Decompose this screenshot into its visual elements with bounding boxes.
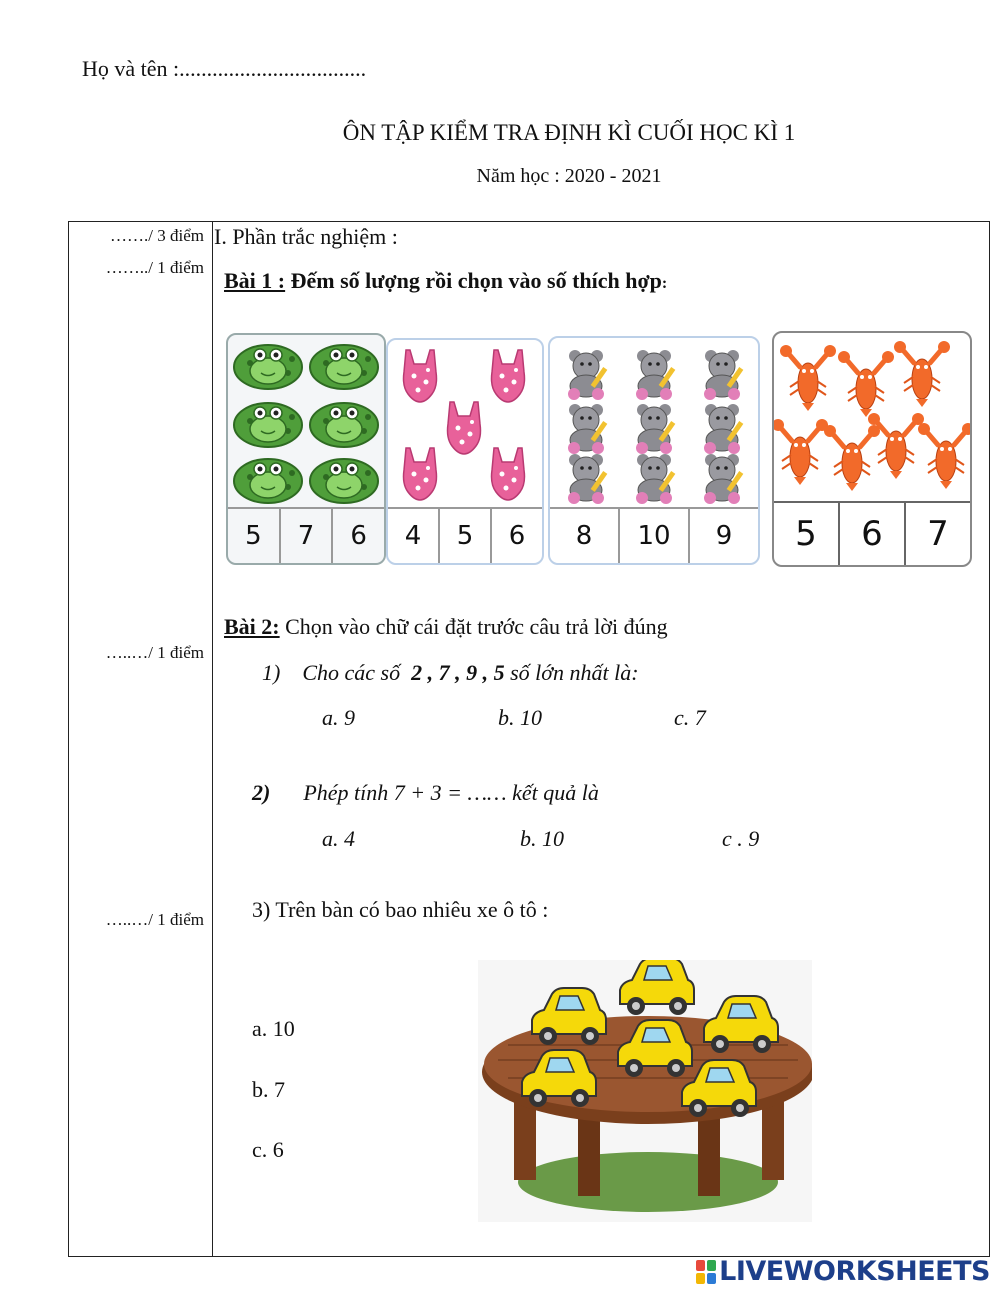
school-year: Năm học : 2020 - 2021: [476, 165, 662, 187]
q1-numbers: 2 , 7 , 9 , 5: [411, 660, 505, 685]
q3-option-c[interactable]: c. 6: [252, 1137, 284, 1162]
column-divider: [212, 221, 213, 1257]
frog-icon: [228, 335, 384, 507]
q1-text-end: số lớn nhất là:: [504, 660, 639, 685]
bai1-text: Đếm số lượng rồi chọn vào số thích hợp: [285, 268, 662, 293]
choice-option[interactable]: 7: [927, 514, 949, 554]
choice-option[interactable]: 5: [228, 509, 281, 563]
counting-card-bears: [548, 336, 760, 565]
q2-option-b[interactable]: b. 10: [520, 826, 564, 851]
bai2-instruction: [224, 614, 668, 640]
q1-number: 1): [262, 660, 281, 685]
choice-option[interactable]: 10: [620, 509, 690, 563]
bai1-colon: :: [661, 275, 668, 292]
choice-option[interactable]: 5: [774, 503, 840, 565]
teddy-bear-icon: [550, 338, 758, 508]
bai1-label: Bài 1 :: [224, 268, 286, 293]
choice-option[interactable]: 6: [840, 503, 906, 565]
q2-text: Phép tính 7 + 3 = …… kết quả là: [303, 780, 599, 805]
choice-row: [228, 507, 384, 563]
choice-option[interactable]: 6: [350, 521, 367, 551]
choice-option[interactable]: 9: [715, 521, 733, 551]
bai1-instruction: [224, 268, 667, 294]
worksheet-title: ÔN TẬP KIỂM TRA ĐỊNH KÌ CUỐI HỌC KÌ 1: [342, 120, 796, 145]
car-icon: [478, 960, 812, 1222]
score-q1: …..…/ 1 điểm: [105, 643, 204, 662]
lobster-icon: [774, 333, 970, 501]
counting-card-swimsuits: [386, 338, 544, 565]
choice-option[interactable]: 8: [550, 509, 620, 563]
counting-card-lobsters: [772, 331, 972, 567]
choice-row: [774, 501, 970, 565]
q3-option-b[interactable]: b. 7: [252, 1077, 285, 1102]
logo-mark-icon: [696, 1260, 716, 1284]
q3-option-a[interactable]: a. 10: [252, 1016, 295, 1041]
choice-row: [388, 507, 542, 563]
choice-option[interactable]: 5: [440, 509, 492, 563]
question-2: [252, 780, 599, 806]
bai2-label: Bài 2:: [224, 614, 280, 639]
q2-number: 2): [252, 780, 271, 805]
cars-on-table-image: [478, 960, 812, 1222]
section-title: I. Phần trắc nghiệm :: [214, 224, 398, 249]
q1-option-c[interactable]: c. 7: [674, 705, 706, 730]
q2-option-c[interactable]: c . 9: [722, 826, 760, 851]
q1-option-a[interactable]: a. 9: [322, 705, 355, 730]
score-section1: ……./ 3 điểm: [110, 226, 204, 245]
q1-option-b[interactable]: b. 10: [498, 705, 542, 730]
choice-row: [550, 507, 758, 563]
score-q3: …..…/ 1 điểm: [105, 910, 204, 929]
student-name-line[interactable]: Họ và tên :..................................: [82, 56, 367, 81]
q2-option-a[interactable]: a. 4: [322, 826, 355, 851]
choice-option[interactable]: 7: [281, 509, 334, 563]
q1-text: Cho các số: [302, 660, 406, 685]
liveworksheets-logo: [696, 1256, 990, 1287]
bai2-text: Chọn vào chữ cái đặt trước câu trả lời đúng: [279, 614, 668, 639]
choice-option[interactable]: 6: [508, 521, 526, 551]
counting-card-frogs: [226, 333, 386, 565]
choice-option[interactable]: 4: [388, 509, 440, 563]
score-bai1: ……../ 1 điểm: [105, 258, 204, 277]
question-1: [262, 660, 639, 686]
swimsuit-icon: [388, 340, 542, 508]
question-3: 3) Trên bàn có bao nhiêu xe ô tô :: [252, 897, 549, 922]
logo-text: LIVEWORKSHEETS: [719, 1256, 990, 1287]
